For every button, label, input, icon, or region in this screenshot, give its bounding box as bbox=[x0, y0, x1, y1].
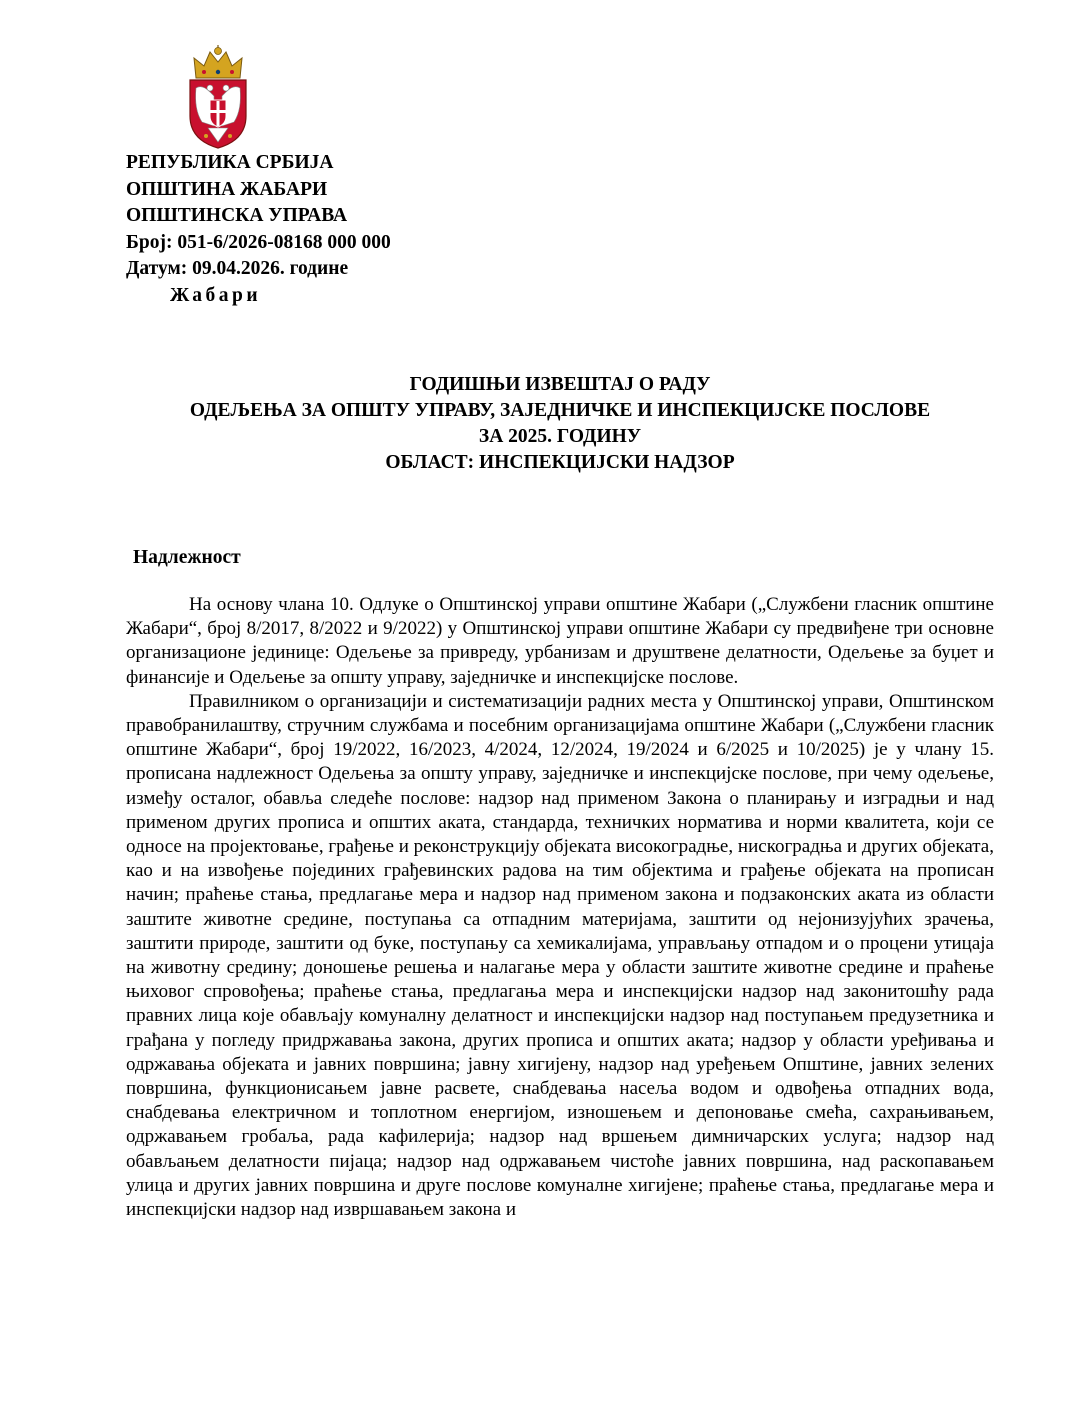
title-line-1: ГОДИШЊИ ИЗВЕШТАЈ О РАДУ bbox=[409, 374, 711, 395]
coat-of-arms-icon bbox=[182, 44, 254, 150]
title-line-4: ОБЛАСТ: ИНСПЕКЦИЈСКИ НАДЗОР bbox=[385, 452, 735, 473]
header-republic: РЕПУБЛИКА СРБИЈА bbox=[126, 152, 334, 173]
title-line-3: ЗА 2025. ГОДИНУ bbox=[478, 426, 642, 447]
header-municipality: ОПШТИНА ЖАБАРИ bbox=[126, 178, 328, 200]
document-title bbox=[126, 372, 994, 476]
crown-icon bbox=[194, 45, 242, 78]
document-number: Број: 051-6/2026-08168 000 000 bbox=[126, 231, 391, 253]
paragraph-2: Правилником о организацији и систематизацији радних места у Општинској управи, Општинском правобранилаштву, стручним службама и посебним организацијама општине Жабари („Службени гласник општине Жабари“, број 19/2022, 16/2023, 4/2024, 12/2024, 19/2024 и 6/2025 и 10/2025) је у члану 15. прописана надлежност Одељења за општу управу, заједничке и инспекцијске послове, при чему одељење, између осталог, обавља следеће послове: надзор над применом Закона о планирању и изградњи и над применом других прописа и општих аката, стандарда, техничких норматива и норми квалитета, који се односе на пројектовање, грађење и реконструкцију објеката високоградње, нискоградња и других објеката, као и на извођење појединих грађевинских радова на тим објектима и грађење објеката на прописан начин; праћење стања, предлагање мера и надзор над применом закона и подзаконских аката из области заштите животне средине, поступања са отпадним материјама, заштити од нејонизујућих зрачења, заштити природе, заштити од буке, поступању са хемикалијама, управљању отпадом и о процени утицаја на животну средину; доношење решења и налагање мера у области заштите животне средине и праћење њиховог спровођења; праћење стања, предлагања мера и инспекцијски надзор над законитошћу рада правних лица које обављају комуналну делатност и инспекцијски надзор над поступањем предузетника и грађана у погледу придржавања закона, других прописа и општих аката; надзор у области уређивања и одржавања објеката и јавних површина; јавну хигијену, надзор над уређењем Општине, јавних зелених површина, функционисањем јавне расвете, снабдевања насеља водом и одвођења отпадних вода, снабдевања електричном и топлотном енергијом, изношењем и депоновање смећа, сахрањивањем, одржавањем гробаља, рада кафилерија; надзор над вршењем димничарских услуга; надзор над обављањем делатности пијаца; надзор над одржавањем чистоће јавних површина, над раскопавањем улица и других јавних површина и друге послове комуналне хигијене; праћење стања, предлагање мера и инспекцијски надзор над извршавањем закона и bbox=[126, 690, 994, 1221]
issuer-header bbox=[126, 150, 391, 309]
body-text bbox=[126, 593, 994, 1222]
section-heading: Надлежност bbox=[133, 547, 241, 568]
title-line-2: ОДЕЉЕЊА ЗА ОПШТУ УПРАВУ, ЗАЈЕДНИЧКЕ И ИНСПЕКЦИЈСКЕ ПОСЛОВЕ bbox=[189, 400, 931, 421]
document-city: Жабари bbox=[170, 284, 262, 306]
header-administration: ОПШТИНСКА УПРАВА bbox=[126, 205, 348, 226]
document-date: Датум: 09.04.2026. године bbox=[126, 258, 349, 279]
inner-shield-icon bbox=[210, 100, 226, 127]
paragraph-1: На основу члана 10. Одлуке о Општинској управи општине Жабари („Службени гласник општине Жабари“, број 8/2017, 8/2022 и 9/2022) у Општинској управи општине Жабари су предвиђене три основне организационе јединице: Одељење за привреду, урбанизам и друштвене делатности, Одељење за буџет и финансије и Одељење за општу управу, заједничке и инспекцијске послове. bbox=[126, 594, 994, 688]
